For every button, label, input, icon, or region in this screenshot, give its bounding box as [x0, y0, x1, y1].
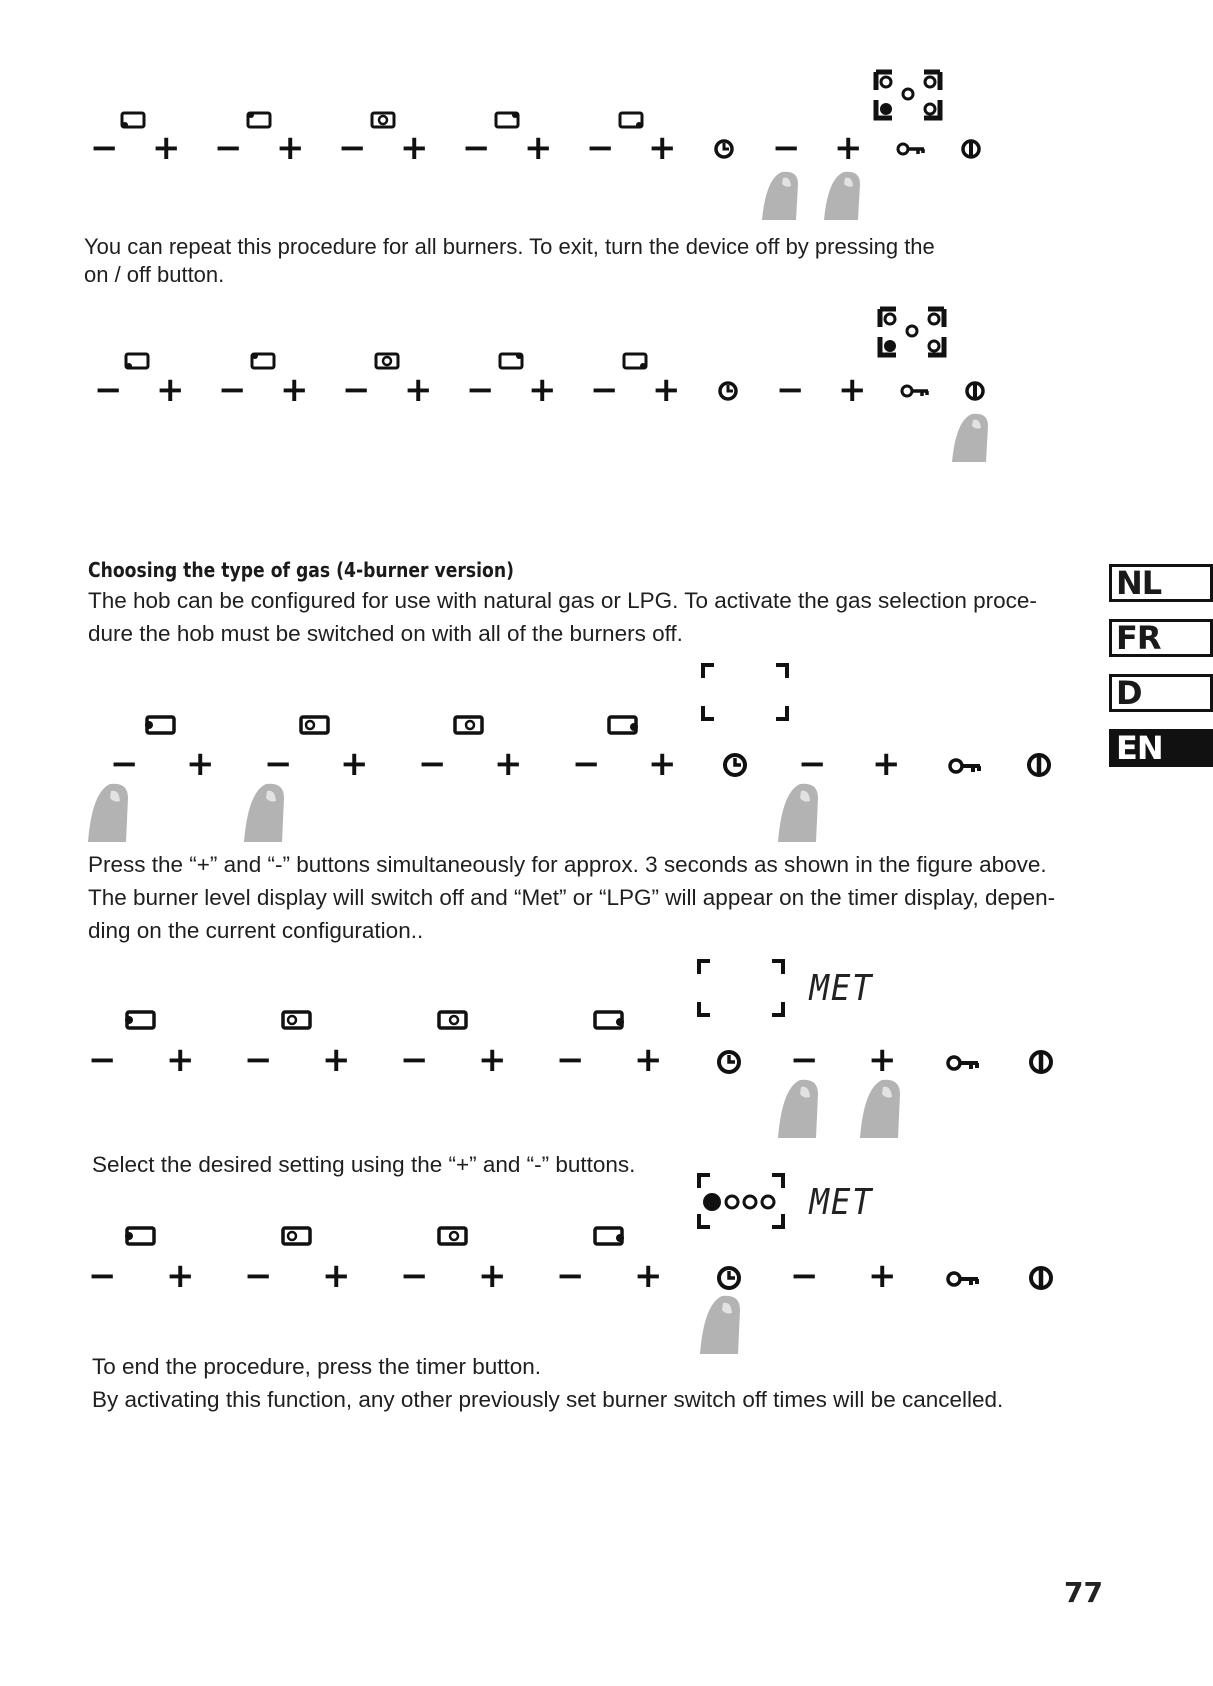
plus-button[interactable]: +	[166, 1040, 195, 1080]
timer-minus-button[interactable]: −	[776, 370, 805, 410]
control-panel-4	[84, 958, 1084, 1128]
timer-minus-button[interactable]: −	[790, 1256, 819, 1296]
minus-button[interactable]: −	[88, 1256, 117, 1296]
finger-icon	[774, 780, 822, 842]
control-panel-2	[84, 300, 1084, 470]
press-instruction	[88, 848, 1088, 947]
burner-rear-icon	[250, 351, 276, 371]
plus-button[interactable]: +	[648, 744, 677, 784]
minus-button[interactable]: −	[586, 128, 615, 168]
timer-plus-button[interactable]: +	[868, 1040, 897, 1080]
select-instruction: Select the desired setting using the “+” and “-” buttons.	[92, 1152, 636, 1177]
burner-left-icon	[144, 713, 176, 737]
power-icon[interactable]	[964, 380, 986, 402]
repeat-instruction	[84, 233, 1064, 289]
timer-display-frame	[700, 662, 790, 722]
timer-display-frame	[696, 958, 786, 1018]
text-line: To end the procedure, press the timer button.	[92, 1354, 542, 1379]
burner-center-icon	[436, 1008, 468, 1032]
timer-icon[interactable]	[722, 752, 748, 778]
burner-left-icon	[124, 1224, 156, 1248]
key-lock-icon[interactable]	[948, 756, 982, 776]
burner-center-icon	[370, 110, 396, 130]
plus-button[interactable]: +	[634, 1040, 663, 1080]
finger-icon	[856, 1076, 904, 1138]
power-icon[interactable]	[960, 138, 982, 160]
control-panel-1	[80, 60, 1080, 230]
finger-icon	[758, 168, 802, 220]
intro-paragraph	[88, 584, 1078, 650]
minus-button[interactable]: −	[556, 1040, 585, 1080]
page-number: 77	[1064, 1576, 1103, 1609]
text-line: on / off button.	[84, 262, 225, 287]
minus-button[interactable]: −	[90, 128, 119, 168]
minus-button[interactable]: −	[556, 1256, 585, 1296]
minus-button[interactable]: −	[418, 744, 447, 784]
timer-minus-button[interactable]: −	[772, 128, 801, 168]
finger-icon	[948, 410, 992, 462]
power-icon[interactable]	[1028, 1049, 1054, 1075]
burner-center-icon	[374, 351, 400, 371]
minus-button[interactable]: −	[244, 1040, 273, 1080]
tab-d[interactable]: D	[1109, 674, 1213, 712]
text-line: Press the “+” and “-” buttons simultaneously for approx. 3 seconds as shown in the figure above.	[88, 852, 1047, 877]
text-line: ding on the current configuration..	[88, 918, 424, 943]
minus-button[interactable]: −	[218, 370, 247, 410]
burner-right-icon	[592, 1008, 624, 1032]
plus-button[interactable]: +	[524, 128, 553, 168]
burner-layout-icon	[870, 68, 950, 123]
key-lock-icon[interactable]	[896, 140, 926, 158]
burner-right-icon	[606, 713, 638, 737]
burner-right-icon	[622, 351, 648, 371]
gas-setting-indicator-icon	[700, 1190, 780, 1214]
section-heading: Choosing the type of gas (4-burner version)	[88, 558, 514, 582]
burner-left-icon	[124, 351, 150, 371]
text-line: dure the hob must be switched on with all of the burners off.	[88, 621, 683, 646]
language-tabs	[1094, 564, 1213, 770]
burner-center-icon	[436, 1224, 468, 1248]
burner-layout-icon	[874, 305, 954, 360]
plus-button[interactable]: +	[652, 370, 681, 410]
timer-plus-button[interactable]: +	[868, 1256, 897, 1296]
plus-button[interactable]: +	[280, 370, 309, 410]
burner-rear-icon	[246, 110, 272, 130]
text-line: The burner level display will switch off and “Met” or “LPG” will appear on the timer display, depen-	[88, 885, 1056, 910]
minus-button[interactable]: −	[590, 370, 619, 410]
burner-rear-icon	[280, 1224, 312, 1248]
minus-button[interactable]: −	[94, 370, 123, 410]
timer-plus-button[interactable]: +	[838, 370, 867, 410]
plus-button[interactable]: +	[634, 1256, 663, 1296]
timer-display-text: MET	[809, 968, 874, 1009]
finger-icon	[240, 780, 288, 842]
finger-icon	[820, 168, 864, 220]
finger-icon	[696, 1292, 744, 1354]
key-lock-icon[interactable]	[946, 1269, 980, 1289]
timer-plus-button[interactable]: +	[872, 744, 901, 784]
plus-button[interactable]: +	[276, 128, 305, 168]
burner-rear-icon	[298, 713, 330, 737]
timer-icon[interactable]	[717, 380, 739, 402]
plus-button[interactable]: +	[404, 370, 433, 410]
plus-button[interactable]: +	[478, 1256, 507, 1296]
key-lock-icon[interactable]	[946, 1053, 980, 1073]
plus-button[interactable]: +	[400, 128, 429, 168]
burner-rear-right-icon	[494, 110, 520, 130]
timer-icon[interactable]	[713, 138, 735, 160]
power-icon[interactable]	[1026, 752, 1052, 778]
tab-nl[interactable]: NL	[1109, 564, 1213, 602]
burner-right-icon	[592, 1224, 624, 1248]
minus-button[interactable]: −	[572, 744, 601, 784]
key-lock-icon[interactable]	[900, 382, 930, 400]
timer-minus-button[interactable]: −	[790, 1040, 819, 1080]
power-icon[interactable]	[1028, 1265, 1054, 1291]
minus-button[interactable]: −	[244, 1256, 273, 1296]
plus-button[interactable]: +	[494, 744, 523, 784]
plus-button[interactable]: +	[340, 744, 369, 784]
minus-button[interactable]: −	[400, 1256, 429, 1296]
tab-en[interactable]: EN	[1109, 729, 1213, 767]
minus-button[interactable]: −	[462, 128, 491, 168]
burner-right-icon	[618, 110, 644, 130]
plus-button[interactable]: +	[322, 1040, 351, 1080]
text-line: You can repeat this procedure for all burners. To exit, turn the device off by pressing the	[84, 234, 935, 259]
minus-button[interactable]: −	[400, 1040, 429, 1080]
plus-button[interactable]: +	[648, 128, 677, 168]
plus-button[interactable]: +	[322, 1256, 351, 1296]
finger-icon	[774, 1076, 822, 1138]
plus-button[interactable]: +	[166, 1256, 195, 1296]
burner-center-icon	[452, 713, 484, 737]
plus-button[interactable]: +	[186, 744, 215, 784]
minus-button[interactable]: −	[466, 370, 495, 410]
timer-icon[interactable]	[716, 1265, 742, 1291]
minus-button[interactable]: −	[264, 744, 293, 784]
minus-button[interactable]: −	[338, 128, 367, 168]
control-panel-3	[84, 660, 1084, 830]
burner-rear-icon	[280, 1008, 312, 1032]
plus-button[interactable]: +	[152, 128, 181, 168]
text-line: By activating this function, any other previously set burner switch off times will be cancelled.	[92, 1387, 1004, 1412]
timer-minus-button[interactable]: −	[798, 744, 827, 784]
timer-icon[interactable]	[716, 1049, 742, 1075]
control-panel-5	[84, 1172, 1084, 1342]
plus-button[interactable]: +	[156, 370, 185, 410]
text-line: The hob can be configured for use with natural gas or LPG. To activate the gas selection proce-	[88, 588, 1037, 613]
minus-button[interactable]: −	[110, 744, 139, 784]
minus-button[interactable]: −	[214, 128, 243, 168]
timer-plus-button[interactable]: +	[834, 128, 863, 168]
burner-rear-right-icon	[498, 351, 524, 371]
burner-left-icon	[120, 110, 146, 130]
finger-icon	[84, 780, 132, 842]
plus-button[interactable]: +	[478, 1040, 507, 1080]
tab-fr[interactable]: FR	[1109, 619, 1213, 657]
minus-button[interactable]: −	[342, 370, 371, 410]
timer-display-text: MET	[809, 1182, 874, 1223]
minus-button[interactable]: −	[88, 1040, 117, 1080]
end-instruction	[92, 1350, 1092, 1416]
plus-button[interactable]: +	[528, 370, 557, 410]
burner-left-icon	[124, 1008, 156, 1032]
